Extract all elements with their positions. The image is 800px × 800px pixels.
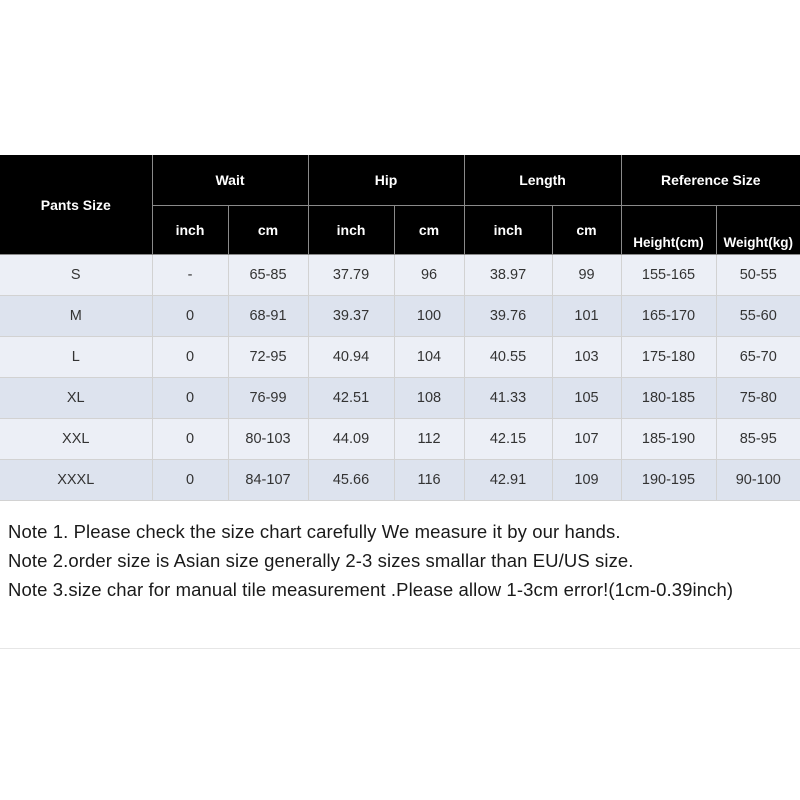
table-cell: 112 — [394, 419, 464, 460]
table-cell: 65-70 — [716, 337, 800, 378]
table-cell: 75-80 — [716, 378, 800, 419]
table-cell: 175-180 — [621, 337, 716, 378]
table-cell: 39.37 — [308, 296, 394, 337]
table-body — [0, 255, 800, 501]
header-length-cm: cm — [552, 206, 621, 255]
table-cell: 44.09 — [308, 419, 394, 460]
size-label-cell: L — [0, 337, 152, 378]
table-cell: 84-107 — [228, 460, 308, 501]
size-label-cell: M — [0, 296, 152, 337]
table-cell: 55-60 — [716, 296, 800, 337]
table-cell: 109 — [552, 460, 621, 501]
table-cell: 165-170 — [621, 296, 716, 337]
table-cell: 0 — [152, 337, 228, 378]
table-cell: 105 — [552, 378, 621, 419]
header-row-groups — [0, 155, 800, 206]
size-label-cell: S — [0, 255, 152, 296]
table-cell: 39.76 — [464, 296, 552, 337]
table-cell: 99 — [552, 255, 621, 296]
table-row — [0, 378, 800, 419]
header-wait-cm: cm — [228, 206, 308, 255]
table-row — [0, 255, 800, 296]
size-chart-table — [0, 155, 800, 501]
header-weight-kg: Weight(kg) — [716, 206, 800, 255]
header-hip-inch: inch — [308, 206, 394, 255]
table-cell: 108 — [394, 378, 464, 419]
table-cell: 155-165 — [621, 255, 716, 296]
table-row — [0, 460, 800, 501]
table-cell: 107 — [552, 419, 621, 460]
header-wait-inch: inch — [152, 206, 228, 255]
table-cell: 104 — [394, 337, 464, 378]
table-cell: 90-100 — [716, 460, 800, 501]
table-cell: 100 — [394, 296, 464, 337]
divider — [0, 648, 800, 649]
table-row — [0, 296, 800, 337]
table-cell: 65-85 — [228, 255, 308, 296]
note-1: Note 1. Please check the size chart carefully We measure it by our hands. — [8, 521, 621, 542]
table-cell: 40.55 — [464, 337, 552, 378]
header-height-cm: Height(cm) — [621, 206, 716, 255]
table-row — [0, 419, 800, 460]
note-3: Note 3.size char for manual tile measurement .Please allow 1-3cm error!(1cm-0.39inch) — [8, 579, 734, 600]
table-cell: 42.51 — [308, 378, 394, 419]
table-cell: 0 — [152, 460, 228, 501]
table-cell: 68-91 — [228, 296, 308, 337]
table-cell: 85-95 — [716, 419, 800, 460]
table-cell: 116 — [394, 460, 464, 501]
size-notes — [8, 517, 788, 604]
table-cell: 101 — [552, 296, 621, 337]
header-length: Length — [464, 155, 621, 206]
header-wait: Wait — [152, 155, 308, 206]
table-cell: 42.15 — [464, 419, 552, 460]
table-row — [0, 337, 800, 378]
table-cell: 96 — [394, 255, 464, 296]
header-pants-size: Pants Size — [0, 155, 152, 255]
note-2: Note 2.order size is Asian size generally 2-3 sizes smallar than EU/US size. — [8, 550, 634, 571]
table-cell: 72-95 — [228, 337, 308, 378]
table-cell: 40.94 — [308, 337, 394, 378]
header-hip: Hip — [308, 155, 464, 206]
table-cell: 103 — [552, 337, 621, 378]
size-label-cell: XXL — [0, 419, 152, 460]
table-cell: 50-55 — [716, 255, 800, 296]
table-cell: 42.91 — [464, 460, 552, 501]
table-cell: 0 — [152, 378, 228, 419]
table-cell: 185-190 — [621, 419, 716, 460]
table-cell: 0 — [152, 419, 228, 460]
table-cell: 41.33 — [464, 378, 552, 419]
table-cell: 190-195 — [621, 460, 716, 501]
table-cell: 45.66 — [308, 460, 394, 501]
header-length-inch: inch — [464, 206, 552, 255]
header-hip-cm: cm — [394, 206, 464, 255]
table-cell: 0 — [152, 296, 228, 337]
table-cell: 37.79 — [308, 255, 394, 296]
table-cell: - — [152, 255, 228, 296]
table-cell: 76-99 — [228, 378, 308, 419]
size-label-cell: XL — [0, 378, 152, 419]
table-cell: 80-103 — [228, 419, 308, 460]
table-cell: 38.97 — [464, 255, 552, 296]
table-header — [0, 155, 800, 255]
table-cell: 180-185 — [621, 378, 716, 419]
header-reference-size: Reference Size — [621, 155, 800, 206]
size-label-cell: XXXL — [0, 460, 152, 501]
